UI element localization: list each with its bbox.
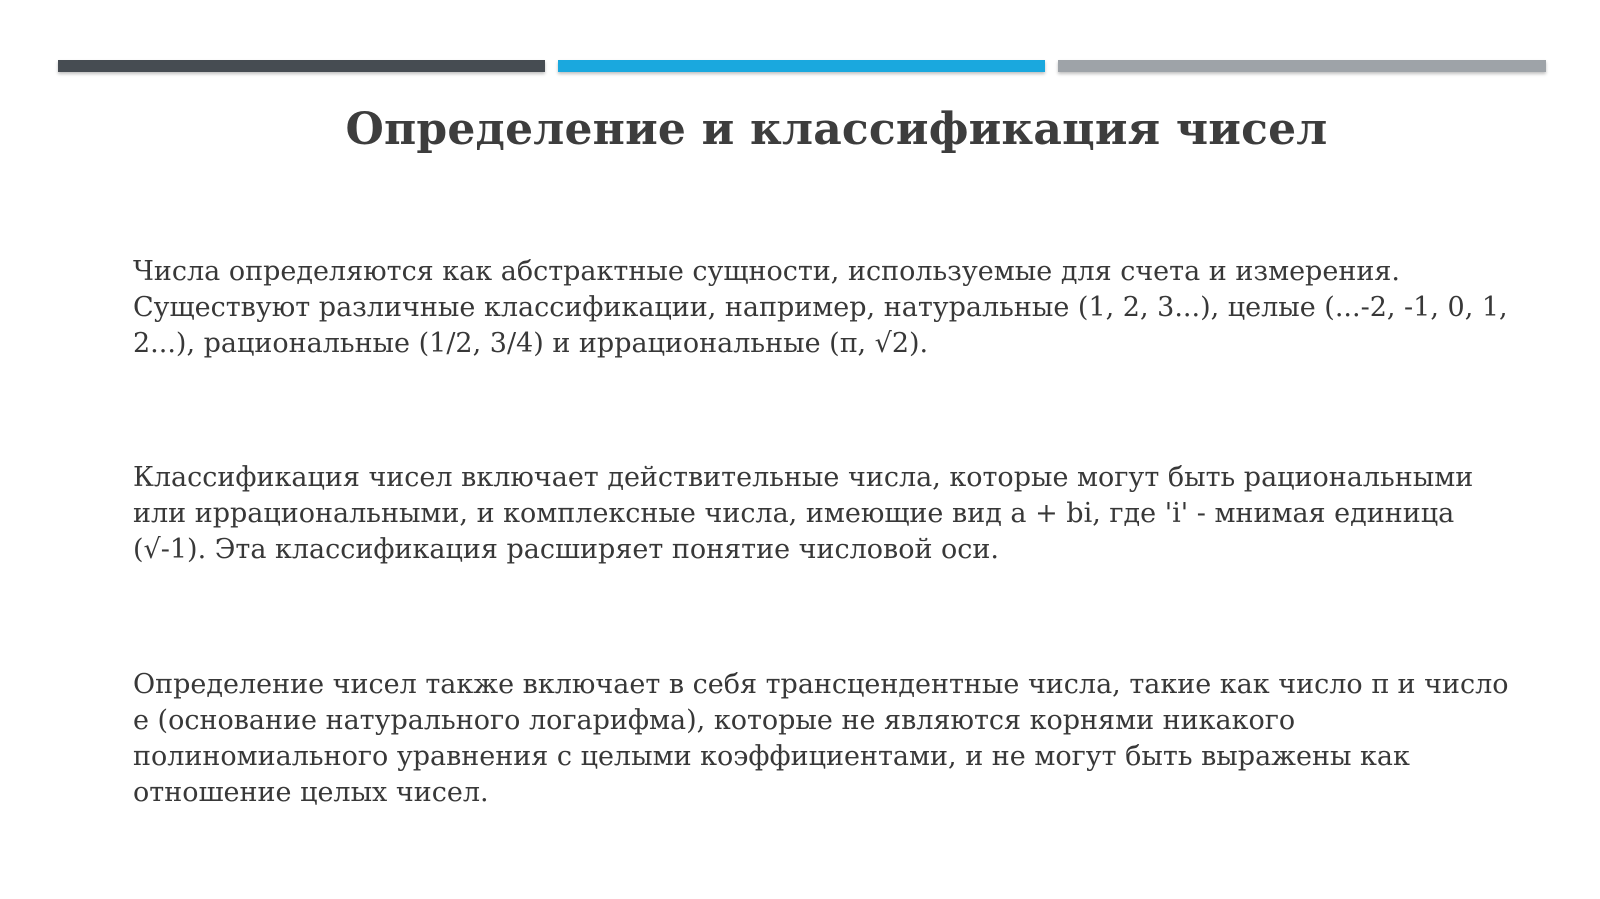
slide-title: Определение и классификация чисел bbox=[345, 104, 1328, 155]
header-bar-gray bbox=[1058, 60, 1546, 72]
paragraph-numbers-definition: Числа определяются как абстрактные сущности, используемые для счета и измерения. Существуют различные классификации, например, натуральные (1, 2, 3...), целые (...-2, -1, 0, 1, 2...), рациональные (1/2, 3/4) и иррациональные (π, √2). bbox=[133, 256, 1508, 359]
header-bar-dark bbox=[58, 60, 545, 72]
header-bar-accent bbox=[558, 60, 1045, 72]
paragraph-number-classification: Классификация чисел включает действительные числа, которые могут быть рациональными или иррациональными, и комплексные числа, имеющие вид a + bi, где 'i' - мнимая единица (√-1). Эта классификация расширяет понятие числовой оси. bbox=[133, 462, 1474, 565]
paragraph-transcendental-numbers: Определение чисел также включает в себя трансцендентные числа, такие как число π и число e (основание натурального логарифма), которые не являются корнями никакого полиномиального уравнения с целыми коэффициентами, и не могут быть выражены как отношение целых чисел. bbox=[133, 669, 1509, 808]
